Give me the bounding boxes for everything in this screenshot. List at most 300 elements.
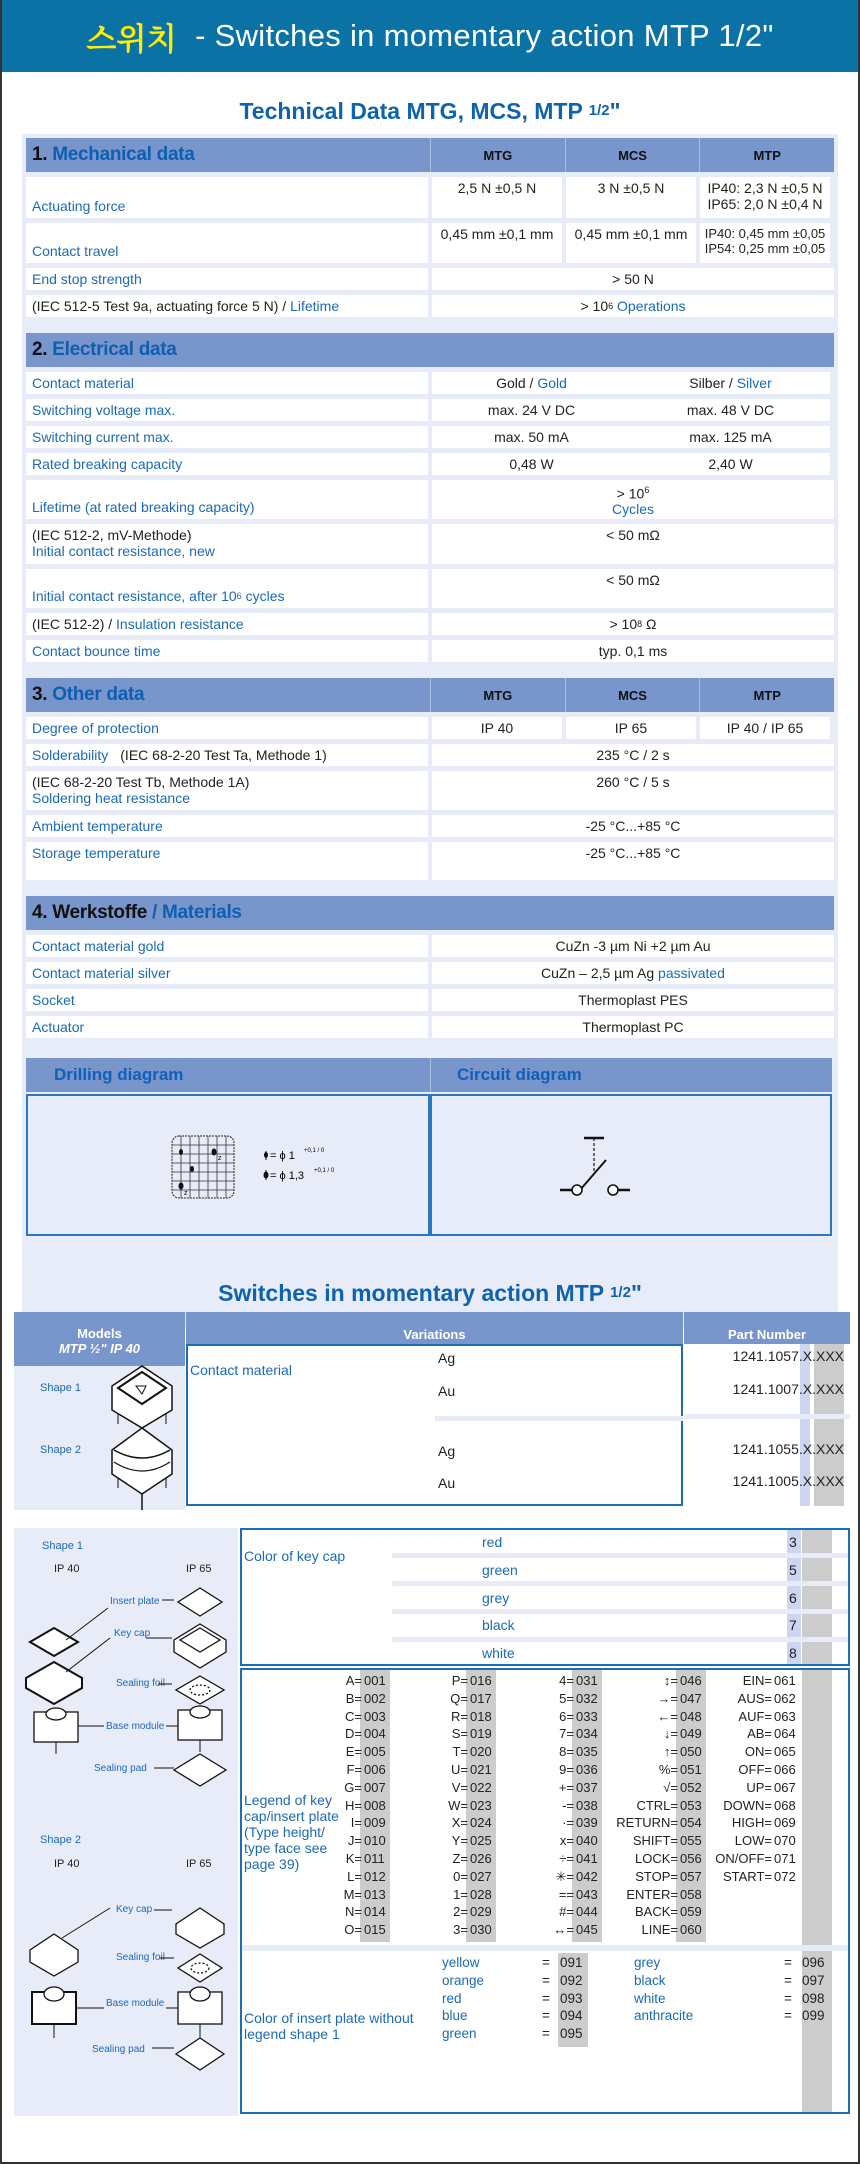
legend-code: 068 xyxy=(774,1797,796,1813)
legend-code: 010 xyxy=(364,1833,386,1849)
legend-symbol: BACK= xyxy=(635,1904,678,1920)
value-prefix: > 10 xyxy=(616,485,645,502)
banner-korean: 스위치 xyxy=(86,21,178,57)
insert-color-name: black xyxy=(634,1972,666,1988)
value-mtp: IP 40 / IP 65 xyxy=(700,717,830,739)
row-label: Storage temperature xyxy=(26,842,428,880)
legend-symbol: LOW= xyxy=(734,1833,772,1849)
legend-code: 003 xyxy=(364,1708,386,1724)
insert-color-label: Color of insert plate without legend shape 1 xyxy=(244,2010,414,2042)
column-mtg: MTG xyxy=(430,678,565,712)
row-label: Contact travel xyxy=(26,223,428,263)
exploded-shape-1-icon xyxy=(14,1528,238,1828)
legend-code: 065 xyxy=(774,1744,796,1760)
legend-item xyxy=(559,1850,604,1867)
diagrams xyxy=(26,1058,834,1236)
drill-legend-1-tol: +0,1 / 0 xyxy=(304,1148,325,1154)
legend-item xyxy=(559,1886,604,1903)
legend-code: 040 xyxy=(576,1833,598,1849)
tech-title xyxy=(2,98,858,128)
switches-title-text: Switches in momentary action MTP xyxy=(218,1280,611,1306)
legend-code: 006 xyxy=(364,1762,386,1777)
legend-symbol: ↓= xyxy=(663,1726,678,1742)
row-label: Switching current max. xyxy=(26,426,428,448)
legend-code: 070 xyxy=(774,1833,796,1849)
legend-symbol: 1= xyxy=(453,1886,468,1902)
legend-symbol: X= xyxy=(451,1815,468,1831)
row-label-suffix: cycles xyxy=(241,588,285,604)
value-silver: max. 48 V DC xyxy=(631,399,830,421)
legend-symbol: A= xyxy=(345,1673,362,1688)
legend-code: 060 xyxy=(680,1922,702,1938)
legend-item xyxy=(452,1850,498,1867)
legend-code: 064 xyxy=(774,1726,796,1742)
row-label: Contact material gold xyxy=(26,935,428,957)
model-name: MTP ½" IP 40 xyxy=(58,1341,141,1356)
legend-code: 015 xyxy=(364,1922,386,1938)
legend-item xyxy=(562,1797,604,1814)
equals-sign: = xyxy=(542,1955,550,1970)
legend-item xyxy=(664,1725,708,1742)
legend-item xyxy=(345,1708,392,1725)
legend-symbol: UP= xyxy=(746,1779,772,1795)
row-label: Lifetime xyxy=(290,298,340,314)
legend-code: 045 xyxy=(576,1922,598,1938)
insert-color-name: yellow xyxy=(442,1955,480,1970)
legend-symbol: V= xyxy=(451,1779,468,1795)
legend-item xyxy=(453,1868,498,1885)
shape-1-label: Shape 1 xyxy=(40,1382,81,1394)
legend-item xyxy=(635,1868,708,1885)
legend-code: 012 xyxy=(364,1868,386,1884)
legend-code: 050 xyxy=(680,1744,702,1760)
legend-code: 002 xyxy=(364,1690,386,1706)
equals-sign: = xyxy=(784,1990,792,2006)
legend-code: 052 xyxy=(680,1779,702,1795)
column-mtp: MTP xyxy=(699,138,834,172)
value-gold-en: Gold xyxy=(537,375,567,391)
legend-code: 047 xyxy=(680,1690,702,1706)
value-gold: max. 24 V DC xyxy=(432,399,631,421)
legend-code: 005 xyxy=(364,1744,386,1760)
legend-item xyxy=(745,1743,802,1760)
legend-symbol: 6= xyxy=(559,1708,574,1724)
value-mtp-ip40: IP40: 0,45 mm ±0,05 xyxy=(704,226,826,241)
row-label: Ambient temperature xyxy=(26,815,428,837)
row-label: Rated breaking capacity xyxy=(26,453,428,475)
legend-code: 024 xyxy=(470,1815,492,1831)
legend-item xyxy=(663,1779,708,1796)
legend-code: 054 xyxy=(680,1815,702,1831)
legend-item xyxy=(738,1708,802,1725)
legend-code: 021 xyxy=(470,1762,492,1777)
variations-header: Variations xyxy=(186,1312,683,1344)
legend-symbol: ON/OFF= xyxy=(715,1851,772,1866)
row-label: End stop strength xyxy=(26,268,428,290)
part-number: 1241.1005.X.XXX xyxy=(732,1473,844,1489)
insert-color-code: 095 xyxy=(560,2026,583,2042)
row-bounce xyxy=(26,640,834,662)
legend-symbol: ✳= xyxy=(555,1868,574,1884)
legend-item xyxy=(642,1921,709,1938)
value-all: < 50 mΩ xyxy=(432,569,834,608)
legend-symbol: E= xyxy=(345,1744,362,1760)
legend-symbol: 3= xyxy=(453,1922,468,1938)
row-label: Contact bounce time xyxy=(26,640,428,662)
part-number-header: Part Number xyxy=(684,1312,850,1344)
legend-symbol: ENTER= xyxy=(626,1886,678,1902)
row-heat-resistance xyxy=(26,771,834,810)
legend-code: 018 xyxy=(470,1708,492,1724)
value-silver-de: Silber / xyxy=(689,375,737,391)
legend-item xyxy=(345,1725,392,1742)
row-solderability xyxy=(26,744,834,766)
legend-item xyxy=(448,1797,498,1814)
legend-symbol: S= xyxy=(451,1726,468,1742)
equals-sign: = xyxy=(784,1955,792,1970)
insert-color-name: white xyxy=(634,1990,666,2006)
legend-symbol: ↕= xyxy=(663,1673,678,1688)
legend-code: 017 xyxy=(470,1690,492,1706)
legend-symbol: += xyxy=(558,1779,574,1795)
legend-symbol: G= xyxy=(344,1779,362,1795)
row-label: Degree of protection xyxy=(26,717,428,739)
value-silver-en: Silver xyxy=(736,375,772,391)
legend-symbol: J= xyxy=(347,1833,362,1849)
legend-symbol: P= xyxy=(451,1673,468,1688)
value-all: CuZn -3 µm Ni +2 µm Au xyxy=(432,935,834,957)
legend-code: 027 xyxy=(470,1868,492,1884)
material-value: Au xyxy=(438,1383,456,1399)
column-mcs: MCS xyxy=(565,138,700,172)
legend-code: 062 xyxy=(774,1690,796,1706)
key-cap-label: Key cap xyxy=(116,1904,153,1915)
section-title: / Materials xyxy=(147,902,242,923)
section-electrical-header xyxy=(26,333,834,367)
row-material xyxy=(26,1016,834,1038)
legend-item xyxy=(452,1725,498,1742)
insert-color-name: anthracite xyxy=(634,2008,694,2024)
section-number: 2. xyxy=(32,339,48,360)
value-mtp xyxy=(700,223,830,263)
value-mcs: 3 N ±0,5 N xyxy=(566,177,696,218)
legend-symbol: ←= xyxy=(657,1708,678,1724)
sealing-foil-label: Sealing foil xyxy=(116,1952,165,1963)
exploded-view-panel xyxy=(14,1528,238,2116)
legend-symbol: Z= xyxy=(452,1851,468,1866)
section-number: 3. xyxy=(32,684,48,705)
legend-code: 038 xyxy=(576,1797,598,1813)
legend-symbol: 2= xyxy=(453,1904,468,1920)
value-unit: Operations xyxy=(613,298,686,314)
value-mcs: 0,45 mm ±0,1 mm xyxy=(566,223,696,263)
legend-item xyxy=(344,1921,392,1938)
section-mechanical-header xyxy=(26,138,834,172)
ip65-label: IP 65 xyxy=(186,1563,212,1575)
legend-symbol: ↑= xyxy=(663,1744,678,1760)
legend-item xyxy=(659,1761,708,1778)
legend-symbol: CTRL= xyxy=(636,1797,678,1813)
key-cap-color-box: Color of key cap red 3 green 5 grey 6 black 7 white 8 xyxy=(240,1528,850,1666)
row-material xyxy=(26,989,834,1011)
key-cap-color-label: Color of key cap xyxy=(244,1548,346,1564)
equals-sign: = xyxy=(784,2008,792,2024)
legend-symbol: L= xyxy=(347,1868,362,1884)
value-gold: max. 50 mA xyxy=(432,426,631,448)
legend-symbol: HIGH= xyxy=(731,1815,772,1831)
legend-code: 071 xyxy=(774,1851,796,1866)
row-material xyxy=(26,935,834,957)
row-label-exponent: 6 xyxy=(236,591,242,601)
row-contact-material xyxy=(26,372,834,394)
value-all: CuZn – 2,5 µm Ag xyxy=(541,965,659,981)
legend-code: 051 xyxy=(680,1762,702,1777)
legend-code: 009 xyxy=(364,1815,386,1831)
exploded-shape-2-icon xyxy=(14,1868,238,2116)
legend-item xyxy=(633,1832,708,1849)
legend-code: 020 xyxy=(470,1744,492,1760)
legend-symbol: D= xyxy=(345,1726,362,1742)
legend-code: 030 xyxy=(470,1922,492,1938)
value-gold-de: Gold / xyxy=(496,375,538,391)
legend-item xyxy=(635,1850,708,1867)
legend-code: 044 xyxy=(576,1904,598,1920)
legend-symbol: →= xyxy=(657,1690,678,1706)
legend-symbol: O= xyxy=(344,1922,362,1938)
legend-item xyxy=(738,1690,802,1707)
legend-code: 029 xyxy=(470,1904,492,1920)
value-all: -25 °C...+85 °C xyxy=(432,815,834,837)
legend-code: 025 xyxy=(470,1833,492,1849)
legend-item xyxy=(344,1779,392,1796)
legend-item xyxy=(559,1725,604,1742)
page-banner xyxy=(2,0,858,72)
row-note: (IEC 512-2, mV-Methode) xyxy=(32,527,192,543)
legend-code: 059 xyxy=(680,1904,702,1920)
row-label: Actuator xyxy=(26,1016,428,1038)
tech-title-text: Technical Data MTG, MCS, MTP xyxy=(239,98,589,124)
legend-symbol: LINE= xyxy=(641,1922,678,1938)
legend-item xyxy=(452,1672,498,1689)
legend-item xyxy=(345,1797,392,1814)
legend-code: 036 xyxy=(576,1762,598,1777)
value-all: Thermoplast PC xyxy=(432,1016,834,1038)
sealing-pad-label: Sealing pad xyxy=(92,2044,145,2055)
legend-code: 039 xyxy=(576,1815,598,1831)
insert-color-code: 098 xyxy=(802,1990,825,2006)
legend-symbol: OFF= xyxy=(738,1762,772,1777)
drill-legend-2: = ϕ 1,3 xyxy=(270,1170,304,1182)
drilling-diagram xyxy=(26,1094,430,1236)
shape-1-label: Shape 1 xyxy=(42,1540,83,1552)
value-prefix: > 10 xyxy=(580,298,609,314)
legend-item xyxy=(452,1743,498,1760)
legend-symbol: AUS= xyxy=(737,1690,772,1706)
legend-item xyxy=(344,1886,392,1903)
equals-sign: = xyxy=(542,1972,550,1988)
legend-symbol: H= xyxy=(345,1797,362,1813)
legend-item xyxy=(559,1903,604,1920)
legend-symbol: SHIFT= xyxy=(632,1833,678,1849)
legend-symbol: STOP= xyxy=(635,1868,678,1884)
legend-item xyxy=(738,1761,802,1778)
options-section xyxy=(14,1528,850,2116)
legend-code: 037 xyxy=(576,1779,598,1795)
legend-code: 066 xyxy=(774,1762,796,1777)
insert-color-code: 091 xyxy=(560,1955,583,1970)
legend-item xyxy=(452,1779,498,1796)
legend-symbol: K= xyxy=(345,1851,362,1866)
drill-legend-2-tol: +0,1 / 0 xyxy=(314,1168,335,1174)
row-note: (IEC 512-2) / xyxy=(32,616,117,632)
banner-title: - Switches in momentary action MTP 1/2" xyxy=(195,18,774,53)
legend-item xyxy=(560,1832,604,1849)
drilling-diagram-header: Drilling diagram xyxy=(26,1058,430,1092)
legend-code: 007 xyxy=(364,1779,386,1795)
value-all: 235 °C / 2 s xyxy=(432,744,834,766)
material-value: Ag xyxy=(438,1350,456,1366)
legend-item xyxy=(559,1743,604,1760)
row-label: Contact material silver xyxy=(26,962,428,984)
legend-code: 034 xyxy=(576,1726,598,1742)
legend-symbol: x= xyxy=(559,1833,574,1849)
tech-title-suffix: " xyxy=(609,98,621,124)
shape-2-label: Shape 2 xyxy=(40,1444,81,1456)
key-cap-label: Key cap xyxy=(114,1628,151,1639)
legend-symbol: N= xyxy=(345,1904,362,1920)
legend-item xyxy=(452,1832,498,1849)
row-resistance-new xyxy=(26,524,834,564)
equals-sign: = xyxy=(784,1972,792,1988)
section-title: Other data xyxy=(52,684,145,705)
legend-symbol: DOWN= xyxy=(723,1797,772,1813)
base-module-label: Base module xyxy=(106,1721,165,1732)
z-label: z xyxy=(218,1155,222,1162)
equals-sign: = xyxy=(542,1990,550,2006)
value-silver: max. 125 mA xyxy=(631,426,830,448)
insert-color-name: green xyxy=(442,2026,477,2042)
equals-sign: = xyxy=(542,2008,550,2024)
legend-code: 057 xyxy=(680,1868,702,1884)
legend-item xyxy=(453,1921,498,1938)
legend-item xyxy=(347,1868,392,1885)
section-number: 4. Werkstoffe xyxy=(32,902,148,923)
equals-sign: = xyxy=(542,2026,550,2042)
legend-symbol: == xyxy=(558,1886,574,1902)
legend-symbol: T= xyxy=(452,1744,468,1760)
legend-code: 049 xyxy=(680,1726,702,1742)
part-number: 1241.1055.X.XXX xyxy=(732,1441,844,1457)
legend-item xyxy=(452,1814,498,1831)
row-label: Initial contact resistance, new xyxy=(32,543,215,559)
legend-code: 032 xyxy=(576,1690,598,1706)
part-number: 1241.1057.X.XXX xyxy=(732,1348,844,1364)
legend-symbol: AUF= xyxy=(738,1708,772,1724)
value-mtg: IP 40 xyxy=(432,717,562,739)
row-switching-voltage xyxy=(26,399,834,421)
ip40-label: IP 40 xyxy=(54,1563,80,1575)
legend-code: 061 xyxy=(774,1673,796,1688)
row-actuating-force xyxy=(26,177,834,218)
legend-item xyxy=(616,1814,708,1831)
insert-color-code: 096 xyxy=(802,1955,825,1970)
legend-symbol: C= xyxy=(345,1708,362,1724)
value-all: -25 °C...+85 °C xyxy=(432,842,834,880)
legend-symbol: 4= xyxy=(559,1673,574,1688)
value-mtg: 0,45 mm ±0,1 mm xyxy=(432,223,562,263)
legend-symbol: R= xyxy=(451,1708,468,1724)
row-label: Initial contact resistance, after 10 xyxy=(32,588,237,604)
legend-item xyxy=(743,1672,802,1689)
row-label: Actuating force xyxy=(26,177,428,218)
circuit-diagram xyxy=(430,1094,832,1236)
sealing-pad-label: Sealing pad xyxy=(94,1763,147,1774)
section-materials-header xyxy=(26,896,834,930)
value-unit: Cycles xyxy=(611,500,654,517)
legend-code: 072 xyxy=(774,1868,796,1884)
value-extra: passivated xyxy=(658,965,725,981)
row-lifetime-electrical xyxy=(26,480,834,519)
legend-symbol: 7= xyxy=(559,1726,574,1742)
legend-item xyxy=(747,1725,802,1742)
legend-item xyxy=(553,1921,604,1938)
legend-code: 013 xyxy=(364,1886,386,1902)
insert-color-name: blue xyxy=(442,2008,468,2024)
legend-code: 028 xyxy=(470,1886,492,1902)
legend-item xyxy=(732,1814,802,1831)
shape-2-label: Shape 2 xyxy=(40,1834,81,1846)
section-other-header xyxy=(26,678,834,712)
legend-item xyxy=(559,1690,604,1707)
legend-code: 048 xyxy=(680,1708,702,1724)
models-header xyxy=(14,1312,185,1366)
value-silver: 2,40 W xyxy=(631,453,830,475)
value-all: > 50 N xyxy=(432,268,834,290)
legend-item xyxy=(346,1850,392,1867)
sealing-foil-label: Sealing foil xyxy=(116,1678,165,1689)
row-end-stop xyxy=(26,268,834,290)
legend-code: 011 xyxy=(364,1851,385,1866)
section-number: 1. xyxy=(32,144,48,165)
insert-plate-label: Insert plate xyxy=(110,1596,160,1607)
legend-code: 055 xyxy=(680,1833,702,1849)
legend-symbol: W= xyxy=(448,1797,468,1813)
column-mtp: MTP xyxy=(699,678,834,712)
legend-code: 035 xyxy=(576,1744,598,1760)
legend-item xyxy=(453,1886,498,1903)
legend-code: 031 xyxy=(576,1673,598,1688)
legend-symbol: 5= xyxy=(559,1690,574,1706)
row-storage xyxy=(26,842,834,880)
legend-code: 046 xyxy=(680,1673,702,1688)
legend-symbol: #= xyxy=(559,1904,574,1920)
row-protection xyxy=(26,717,834,739)
legend-code: 008 xyxy=(364,1797,386,1813)
legend-symbol: Q= xyxy=(450,1690,468,1706)
legend-item xyxy=(559,1779,604,1796)
section-title: Electrical data xyxy=(52,339,177,360)
legend-item xyxy=(351,1814,392,1831)
value-all: 260 °C / 5 s xyxy=(432,771,834,810)
drilling-grid-icon xyxy=(28,1096,428,1234)
models-table xyxy=(14,1312,850,1510)
legend-code: 014 xyxy=(364,1904,386,1920)
legend-code: 019 xyxy=(470,1726,492,1742)
part-number-column xyxy=(684,1344,850,1506)
legend-symbol: I= xyxy=(350,1815,362,1831)
row-contact-travel xyxy=(26,223,834,263)
legend-symbol: RETURN= xyxy=(616,1815,678,1831)
